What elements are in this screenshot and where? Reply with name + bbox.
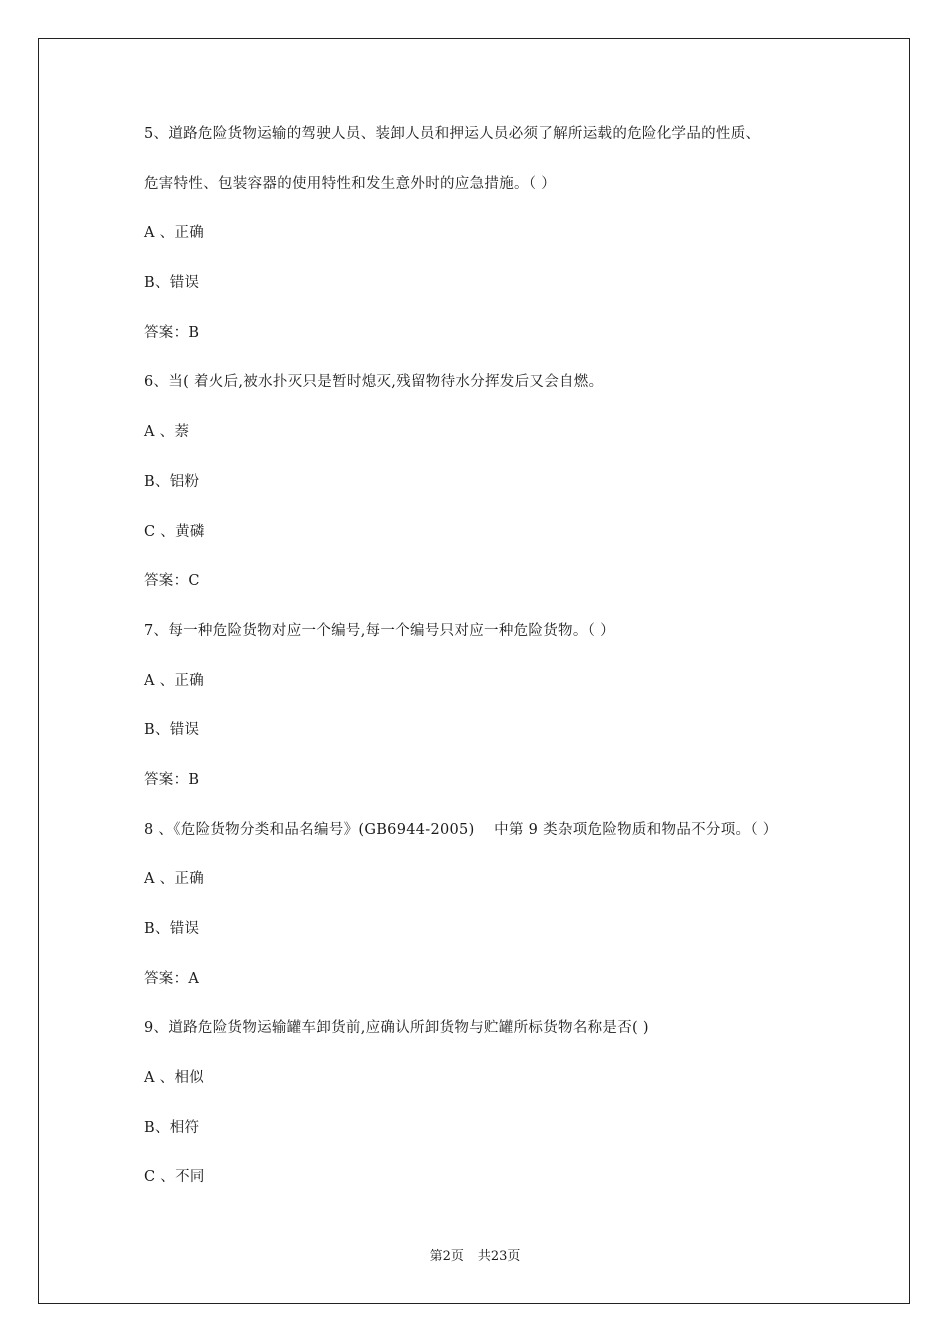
page-footer bbox=[0, 1248, 950, 1266]
question-7-text: 7、每一种危险货物对应一个编号,每一个编号只对应一种危险货物。（ ） bbox=[144, 622, 615, 639]
page-number: 第2页 bbox=[429, 1249, 464, 1264]
question-7-option-b: B、错误 bbox=[144, 722, 200, 739]
question-9-option-c: C 、不同 bbox=[144, 1169, 205, 1186]
question-8-option-a: A 、正确 bbox=[144, 871, 205, 888]
question-6-text: 6、当( 着火后,被水扑灭只是暂时熄灭,残留物待水分挥发后又会自燃。 bbox=[144, 374, 604, 391]
question-9-option-b: B、相符 bbox=[144, 1119, 200, 1136]
question-5-answer: 答案：B bbox=[144, 324, 200, 341]
question-6-option-c: C 、黄磷 bbox=[144, 523, 205, 540]
question-5-option-a: A 、正确 bbox=[144, 225, 205, 242]
question-8-option-b: B、错误 bbox=[144, 921, 200, 937]
question-6-answer: 答案：C bbox=[144, 573, 200, 590]
question-list bbox=[144, 124, 844, 1217]
question-5-text-line-2: 危害特性、包装容器的使用特性和发生意外时的应急措施。（ ） bbox=[144, 175, 557, 192]
question-8-text: 8 、《危险货物分类和品名编号》(GB6944-2005) 中第 9 类杂项危险物质和物品不分项。（ ） bbox=[144, 821, 778, 838]
question-6-option-b: B、铝粉 bbox=[144, 473, 200, 490]
page-total: 共23页 bbox=[477, 1249, 521, 1264]
question-5-text-line-1: 5、道路危险货物运输的驾驶人员、装卸人员和押运人员必须了解所运载的危险化学品的性质、 bbox=[144, 126, 761, 142]
question-9-option-a: A 、相似 bbox=[144, 1070, 205, 1087]
question-7-option-a: A 、正确 bbox=[144, 672, 205, 689]
question-5-option-b: B、错误 bbox=[144, 275, 200, 292]
question-8-answer: 答案：A bbox=[144, 970, 200, 987]
question-9-text: 9、道路危险货物运输罐车卸货前,应确认所卸货物与贮罐所标货物名称是否( ) bbox=[144, 1020, 649, 1037]
question-7-answer: 答案：B bbox=[144, 771, 200, 788]
question-6-option-a: A 、萘 bbox=[144, 424, 190, 441]
